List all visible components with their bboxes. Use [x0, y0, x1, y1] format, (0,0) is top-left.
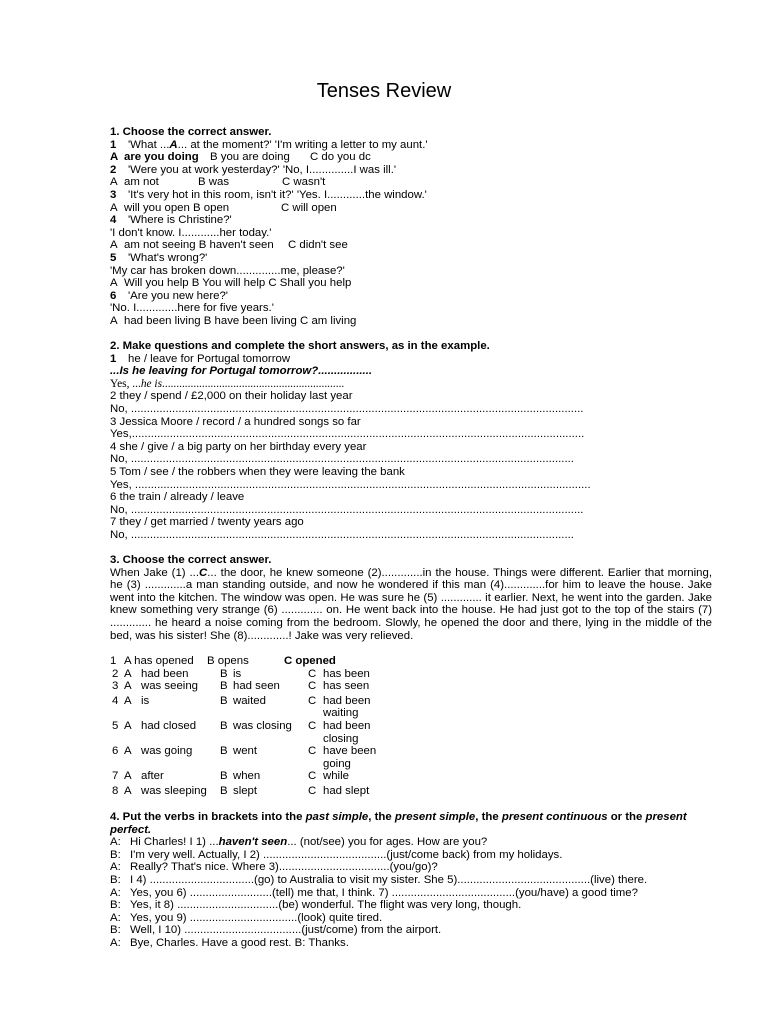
option-row-8: 8 A was sleeping B slept C had slept	[112, 784, 370, 797]
exercise-3-options	[110, 655, 410, 798]
page-title: Tenses Review	[316, 80, 452, 102]
item-2-answer: No, ...............................................................................................................................................	[110, 402, 584, 415]
question-1-options: A are you doing B you are doing C do you dc	[110, 151, 371, 164]
question-5: 5 'What's wrong?'	[110, 251, 208, 264]
question-5-options: A Will you help B You will help C Shall you help	[110, 277, 352, 290]
exercise-2-heading: 2. Make questions and complete the short answers, as in the example.	[110, 340, 490, 352]
question-2-options: A am not B was C wasn't	[110, 176, 326, 189]
question-4-line-2: 'I don't know. I............her today.'	[110, 226, 272, 239]
question-6: 6 'Are you new here?'	[110, 289, 228, 302]
item-2-prompt: 2 they / spend / £2,000 on their holiday last year	[110, 390, 353, 403]
item-4-answer: No, ............................................................................................................................................	[110, 453, 574, 466]
option-row-7: 7 A after B when C while	[112, 770, 349, 783]
exercise-3	[110, 554, 720, 642]
example-answer: Yes, ...he is................................................................	[110, 377, 345, 390]
story-paragraph: When Jake (1) ...C... the door, he knew someone (2).............in the house. Things were different. Earlier that morning, he (3) .............a man standing outside, and now he wondered if this man (4).............for him to leave the house. Jake went into the kitchen. The window was open. He was sure he (5) ............. it earlier. Next, he went into the garden. Jake knew something very strange (6) ............. on. He went back into the house. He had just got to the top of the stairs (7) ............. he heard a noise coming from the bedroom. Slowly, he opened the door and there, lying in the middle of the bed, was his sister! She (8).............! Jake was very relieved.	[110, 566, 712, 642]
option-row-3: 3 A was seeing B had seen C has seen	[112, 680, 370, 693]
option-row-5: 5 A had closed B was closing C had been closing	[112, 719, 371, 745]
dialogue-line-5: A: Yes, you 6) ..........................(tell) me that, I think. 7) .......................................(you/have) a good time?	[110, 886, 638, 899]
item-6-answer: No, ...............................................................................................................................................	[110, 503, 584, 516]
exercise-4	[110, 811, 720, 950]
item-6-prompt: 6 the train / already / leave	[110, 491, 245, 504]
item-3-answer: Yes,...............................................................................................................................................	[110, 428, 585, 441]
example-question: ...Is he leaving for Portugal tomorrow?.................	[110, 365, 373, 378]
option-row-4: 4 A is B waited C had been waiting	[112, 694, 371, 720]
exercise-4-heading: 4. Put the verbs in brackets into the past simple, the present simple, the present continuous or the present	[110, 811, 687, 823]
question-4-options: A am not seeing B haven't seen C didn't see	[110, 239, 348, 252]
dialogue-line-3: A: Really? That's nice. Where 3)...................................(you/go)?	[110, 861, 438, 874]
exercise-1	[110, 126, 720, 328]
item-5-prompt: 5 Tom / see / the robbers when they were leaving the bank	[110, 465, 405, 478]
option-row-1: 1 A has opened B opens C opened	[110, 655, 336, 667]
exercise-3-heading: 3. Choose the correct answer.	[110, 554, 272, 566]
dialogue-line-2: B: I'm very well. Actually, I 2) .......................................(just/come back) from my holidays.	[110, 848, 563, 861]
item-3-prompt: 3 Jessica Moore / record / a hundred songs so far	[110, 415, 361, 428]
dialogue-line-1: A: Hi Charles! I 1) ...haven't seen... (not/see) you for ages. How are you?	[110, 836, 488, 849]
item-5-answer: Yes, ................................................................................................................................................	[110, 478, 591, 491]
dialogue-line-6: B: Yes, it 8) ................................(be) wonderful. The flight was very long, though.	[110, 899, 522, 912]
option-row-2: 2 A had been B is C has been	[112, 667, 370, 680]
exercise-4-heading-line-2: perfect.	[110, 823, 152, 836]
dialogue-line-9: A: Bye, Charles. Have a good rest. B: Thanks.	[110, 936, 349, 949]
question-3: 3 'It's very hot in this room, isn't it?' 'Yes. I............the window.'	[110, 188, 427, 201]
example-prompt: 1 he / leave for Portugal tomorrow	[110, 352, 291, 365]
item-4-prompt: 4 she / give / a big party on her birthday every year	[110, 440, 367, 453]
question-6-options: A had been living B have been living C am living	[110, 314, 357, 327]
question-5-line-2: 'My car has broken down..............me, please?'	[110, 264, 345, 277]
dialogue-line-7: A: Yes, you 9) ..................................(look) quite tired.	[110, 911, 383, 924]
dialogue-line-8: B: Well, I 10) .....................................(just/come) from the airport.	[110, 924, 442, 937]
question-2: 2 'Were you at work yesterday?' 'No, I..............I was ill.'	[110, 163, 397, 176]
option-row-6: 6 A was going B went C have been going	[112, 745, 377, 770]
item-7-answer: No, ............................................................................................................................................	[110, 528, 574, 541]
question-6-line-2: 'No. I.............here for five years.'	[110, 302, 274, 315]
exercise-1-heading: 1. Choose the correct answer.	[110, 126, 272, 138]
question-1: 1 'What ...A... at the moment?' 'I'm writing a letter to my aunt.'	[110, 138, 428, 151]
dialogue-line-4: B: I 4) .................................(go) to Australia to visit my sister. She 5)..........................................(live) there.	[110, 873, 648, 886]
exercise-2	[110, 340, 720, 542]
item-7-prompt: 7 they / get married / twenty years ago	[110, 516, 304, 529]
question-4: 4 'Where is Christine?'	[110, 214, 232, 227]
question-3-options: A will you open B open C will open	[110, 201, 337, 214]
